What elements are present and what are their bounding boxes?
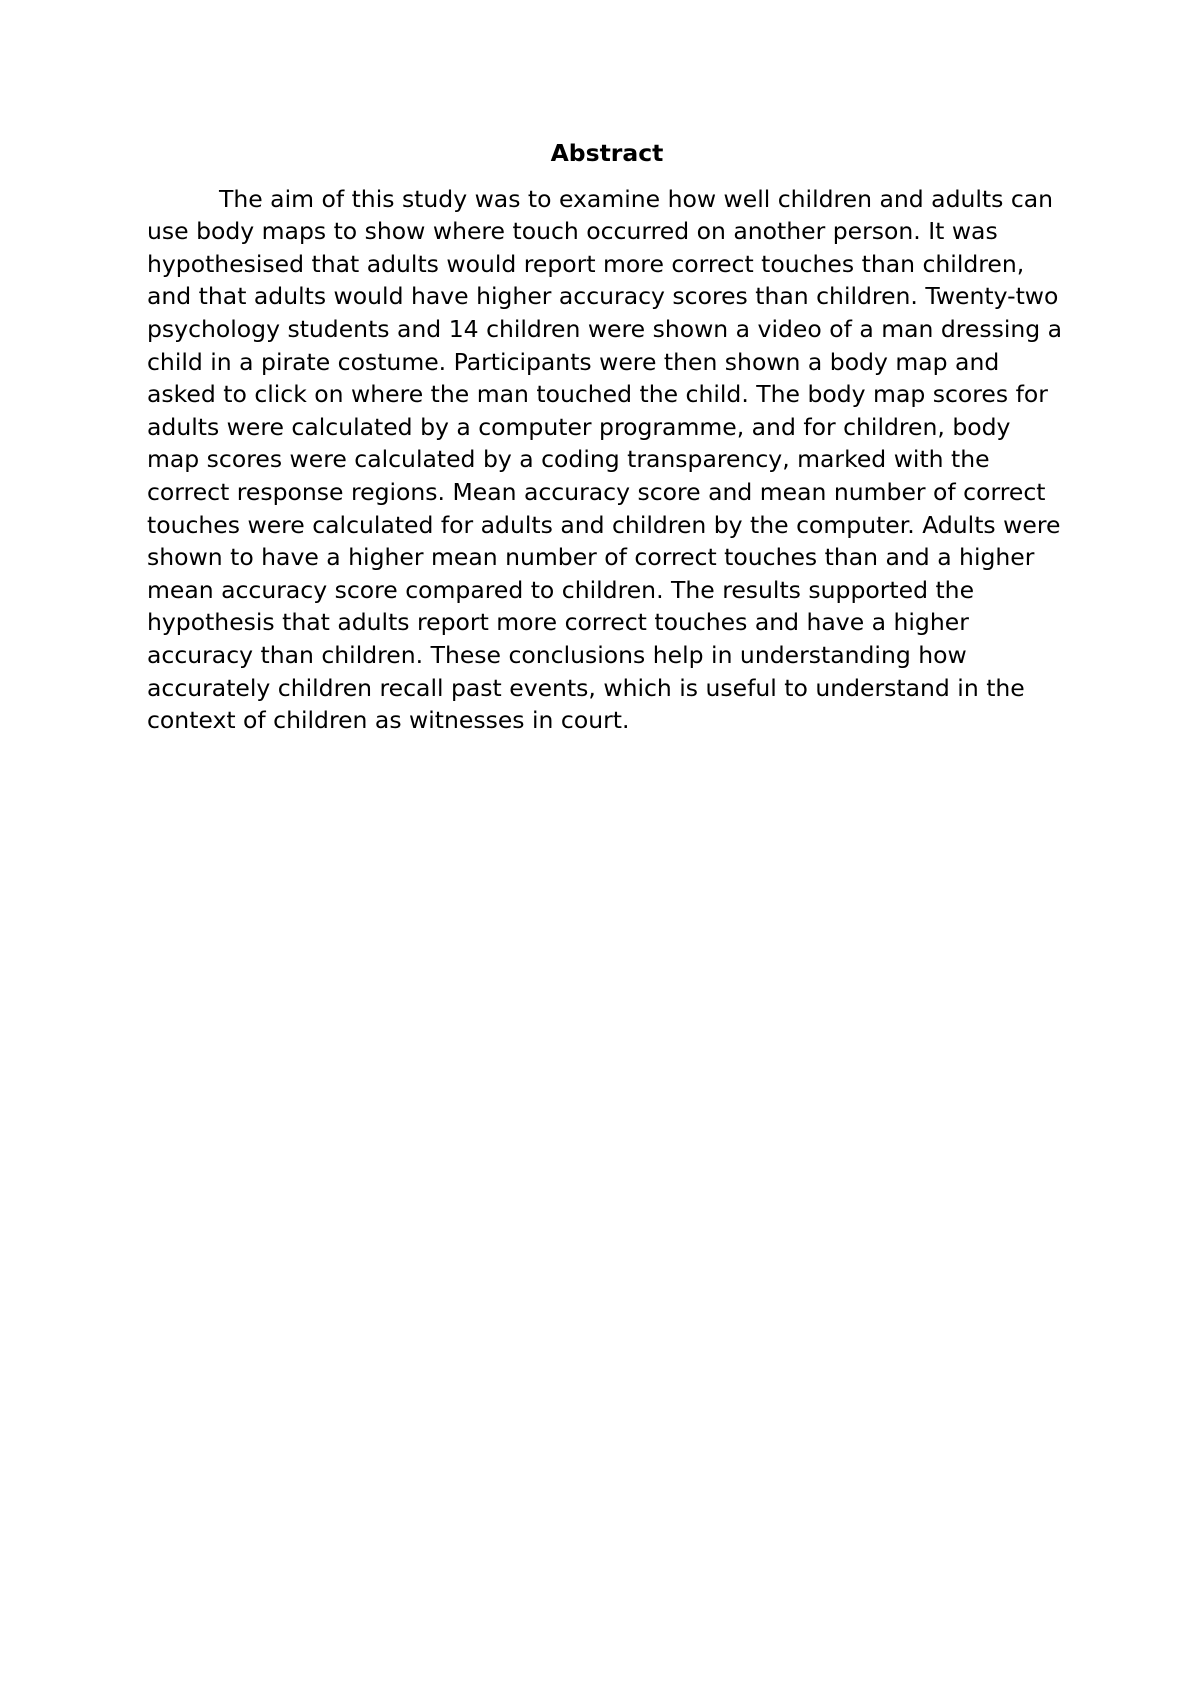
document-content [147,137,1067,737]
abstract-paragraph: The aim of this study was to examine how well children and adults can use body maps to show where touch occurred on another person. It was hypothesised that adults would report more correct touches than children, and that adults would have higher accuracy scores than children. Twenty-two psychology students and 14 children were shown a video of a man dressing a child in a pirate costume. Participants were then shown a body map and asked to click on where the man touched the child. The body map scores for adults were calculated by a computer programme, and for children, body map scores were calculated by a coding transparency, marked with the correct response regions. Mean accuracy score and mean number of correct touches were calculated for adults and children by the computer. Adults were shown to have a higher mean number of correct touches than and a higher mean accuracy score compared to children. The results supported the hypothesis that adults report more correct touches and have a higher accuracy than children. These conclusions help in understanding how accurately children recall past events, which is useful to understand in the context of children as witnesses in court. [147,184,1063,735]
abstract-title: Abstract [550,139,664,167]
